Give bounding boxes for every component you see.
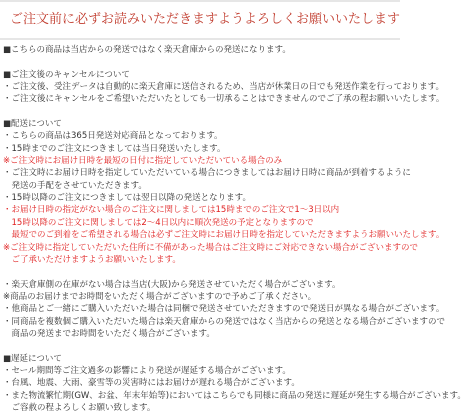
notice-title: ご注文前に必ずお読みいただきますようよろしくお願いいたします: [10, 12, 401, 27]
notice-line: 商品の発送までお時間をいただく場合がございます。: [3, 328, 215, 339]
notice-line: ・同商品を複数個ご購入いただいた場合は楽天倉庫からの発送ではなく当店からの発送となる場合がございますので: [3, 316, 446, 327]
notice-line: ■こちらの商品は当店からの発送ではなく楽天倉庫からの発送になります。: [3, 45, 291, 55]
notice-line: 最短でのご到着をご希望される場合は必ずご注文時にお届け日時を指定していただきますようお願いいたします。: [3, 230, 445, 241]
notice-line: ・セール期間等ご注文過多の影響により発送が遅延する場合がございます。: [3, 365, 291, 376]
notice-line: ・15時以降のご注文につきましては翌日以降の発送となります。: [3, 193, 251, 204]
notice-line: ・他商品とご一緒にご購入いただいた場合は同梱で発送させていただきますので発送日が異なる場合がございます。: [3, 304, 445, 315]
notice-line: 発送の手配をさせていただきます。: [3, 180, 147, 191]
notice-line: ・また物流繁忙期(GW、お盆、年末年始等)においてはこちらでも同様に商品の発送に遅延が発生する場合がございます。: [3, 390, 466, 401]
blank-line: [3, 340, 397, 352]
notice-line: ・こちらの商品は365日発送対応商品となっております。: [3, 131, 223, 142]
notice-line: ・ご注文時にお届け日時を指定していただいている場合につきましてはお届け日時に商品が到着するように: [3, 168, 411, 179]
notice-line: ※ご注文時に指定していただいた住所に不備があった場合はご注文時にご対応できない場合がございますので: [3, 242, 419, 253]
blank-line: [3, 106, 397, 118]
notice-line: ・ご注文後にキャンセルをご希望いただいたとしても一切承ることはできませんのでご了承の程お願いいたします。: [3, 94, 445, 105]
notice-line: ご容赦の程よろしくお願い致します。: [3, 402, 156, 413]
blank-line: [3, 266, 397, 278]
notice-line: ■遅延について: [3, 353, 62, 364]
notice-line: ※ご注文時にお届け日時を最短の日付に指定していただいている場合のみ: [3, 156, 283, 167]
notice-body: [3, 44, 466, 413]
notice-line: ・ご注文後、受注データは自動的に楽天倉庫に送信されるため、当店が休業日の日でも発送作業を行っております。: [3, 82, 444, 93]
notice-line: ■ご注文後のキャンセルについて: [3, 69, 130, 80]
notice-line: ※商品のお届けまでお時間をいただく場合がございますので予めご了承ください。: [3, 291, 317, 302]
notice-line: ご了承いただけますようお願いいたします。: [3, 254, 181, 265]
notice-header: [0, 0, 400, 40]
notice-line: 15時以降のご注文に関しましては2〜4日以内に順次発送の予定となりますので: [3, 217, 314, 228]
notice-line: ・お届け日時の指定がない場合のご注文に関しましては15時までのご注文で1〜3日以内: [3, 205, 340, 216]
blank-line: [3, 56, 397, 68]
notice-line: ・楽天倉庫側の在庫がない場合は当店(大阪)から発送させていただく場合がございます。: [3, 279, 341, 290]
notice-line: ■配送について: [3, 119, 62, 130]
notice-line: ・15時までのご注文につきましては当日発送いたします。: [3, 143, 226, 154]
notice-line: ・台風、地震、大雨、豪雪等の災害時にはお届けが遅れる場合がございます。: [3, 378, 300, 389]
